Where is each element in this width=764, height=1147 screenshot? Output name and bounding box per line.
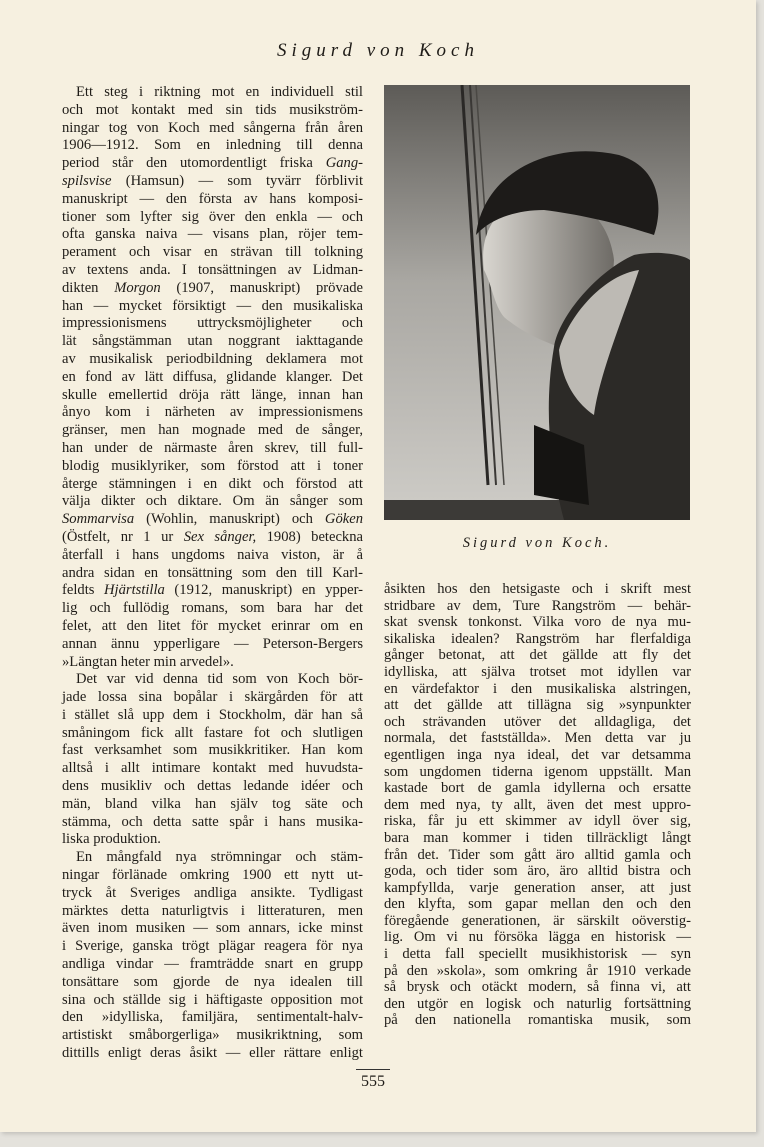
text-segment: dikten: [62, 279, 115, 296]
text-segment: tryck åt Sveriges andliga ansikte. Tydligast: [62, 884, 363, 901]
text-segment: 1908) beteckna: [256, 528, 363, 545]
text-line: [62, 1045, 363, 1063]
text-segment: goda, och tider som äro, äro alltid bistra och: [384, 863, 691, 880]
text-segment: andra sidan en tonsättning som den till Karl-: [62, 564, 363, 581]
text-line: [384, 996, 691, 1013]
text-line: [62, 155, 363, 173]
text-line: [62, 849, 363, 867]
italic-title: Morgon: [114, 279, 161, 296]
text-line: [62, 742, 363, 760]
text-line: [62, 654, 363, 672]
text-segment: (Wohlin, manuskript) och: [134, 511, 325, 528]
text-segment: riska, får ju ett skimmer av idyll över sig,: [384, 813, 691, 830]
text-line: [384, 581, 691, 598]
text-segment: en fond av lätt diffusa, glidande klanger. Det: [62, 368, 363, 385]
text-line: [62, 173, 363, 191]
text-segment: liska produktion.: [62, 831, 161, 848]
text-segment: i Sverige, ganska trögt plägar reagera för nya: [62, 938, 363, 955]
text-segment: (Hamsun) — som tyvärr förblivit: [111, 172, 363, 189]
text-segment: artistiskt småborgerliga» musikriktning, som: [62, 1027, 363, 1044]
text-segment: kastade bort de gamla idyllerna och ersatte: [384, 780, 691, 797]
text-segment: den klyfta, som gapar mellan den och den: [384, 896, 691, 913]
text-line: [62, 476, 363, 494]
text-segment: jade lossa sina bopålar i skärgården för att: [62, 689, 363, 706]
text-segment: märktes detta naturligtvis i litteraturen, men: [62, 902, 363, 919]
text-segment: stämma, och detta satte spår i hans musika-: [62, 813, 363, 830]
text-segment: bara man kommer i tiden tillräckligt långt: [384, 829, 691, 846]
text-segment: föregående generationen, är särskilt oöverstig-: [384, 912, 691, 929]
text-line: [62, 867, 363, 885]
text-segment: återge stämningen i en dikt och förstod att: [62, 475, 363, 492]
text-line: [384, 614, 691, 631]
text-line: [62, 582, 363, 600]
running-head: Sigurd von Koch: [276, 40, 479, 61]
page-number: 555: [361, 1073, 385, 1090]
text-segment: Det var vid denna tid som von Koch bör-: [76, 671, 363, 688]
text-segment: kampfyllda, varje generation anser, att just: [384, 879, 691, 896]
text-segment: män, bland vilka han själv tog säte och: [62, 795, 363, 812]
text-line: [62, 493, 363, 511]
text-line: [62, 885, 363, 903]
text-line: [62, 796, 363, 814]
text-line: [384, 598, 691, 615]
italic-title: Hjärtstilla: [104, 582, 165, 599]
text-line: [384, 929, 691, 946]
text-line: [62, 547, 363, 565]
text-line: [62, 689, 363, 707]
text-segment: (1912, manuskript) en ypper-: [164, 582, 363, 599]
text-line: [62, 458, 363, 476]
text-segment: period står den utomordentligt friska: [62, 155, 326, 172]
text-line: [62, 137, 363, 155]
text-line: [62, 191, 363, 209]
text-line: [384, 979, 691, 996]
text-line: [62, 565, 363, 583]
text-line: [384, 847, 691, 864]
text-segment: 1906—1912. Som en inledning till denna: [62, 137, 363, 154]
text-line: [62, 102, 363, 120]
text-segment: manuskript — den första av hans komposi-: [62, 190, 363, 207]
text-segment: stridbare av dem, Ture Rangström — behär-: [384, 597, 691, 614]
text-line: [62, 618, 363, 636]
text-line: [62, 760, 363, 778]
text-segment: (Östfelt, nr 1 ur: [62, 528, 184, 545]
text-segment: fast verksamhet som musikkritiker. Han kom: [62, 742, 363, 759]
text-line: [384, 747, 691, 764]
text-line: [62, 725, 363, 743]
text-segment: sikaliska idealen? Rangström har flerfaldiga: [384, 630, 691, 647]
text-segment: och mot kontakt med sin tids musikström-: [62, 101, 363, 118]
text-line: [62, 956, 363, 974]
text-segment: småningom fick allt fastare fot och slutligen: [62, 724, 363, 741]
text-segment: av musikalisk periodbildning deklamera mot: [62, 350, 363, 367]
text-segment: han — mycket försiktigt — den musikaliska: [62, 297, 363, 314]
text-segment: från det. Tider som gått äro alltid gamla och: [384, 846, 691, 863]
italic-title: Göken: [324, 511, 363, 528]
text-segment: gånger betonat, att det gällde att fly det: [384, 647, 691, 664]
text-line: [62, 938, 363, 956]
text-line: [62, 298, 363, 316]
text-line: [384, 913, 691, 930]
text-segment: den »idylliska, familjära, sentimentalt-halv-: [62, 1009, 363, 1026]
text-line: [384, 880, 691, 897]
text-line: [384, 681, 691, 698]
text-line: [62, 600, 363, 618]
text-segment: »Längtan heter min arvedel».: [62, 653, 234, 670]
text-line: [62, 440, 363, 458]
text-line: [384, 797, 691, 814]
text-line: [384, 730, 691, 747]
text-line: [384, 963, 691, 980]
text-segment: feldts: [62, 582, 105, 599]
text-segment: egentligen inga nya ideal, det var detsamma: [384, 746, 691, 763]
text-line: [384, 631, 691, 648]
text-line: [62, 974, 363, 992]
italic-title: Sommarvisa: [62, 511, 135, 528]
text-segment: dem med nya, ty allt, även det mest uppro-: [384, 796, 691, 813]
text-segment: perament och visar en strävan till tolkning: [62, 244, 363, 261]
text-segment: ningar förlänade omkring 1900 ett nytt ut-: [62, 867, 363, 884]
text-segment: ofta ganska naiva — visans plan, röjer tem-: [62, 226, 363, 243]
text-segment: så brysk och otäckt modern, så finna vi, att: [384, 979, 691, 996]
text-segment: han under de närmaste åren skrev, till full-: [62, 439, 363, 456]
text-segment: annan ännu ypperligare — Peterson-Bergers: [62, 635, 363, 652]
italic-title: Sex sånger,: [183, 528, 257, 545]
text-segment: normala, det fastställda». Men detta var ju: [384, 730, 691, 747]
text-line: [62, 333, 363, 351]
text-line: [384, 647, 691, 664]
text-segment: som ungdomen tiderna igenom uppställt. Man: [384, 763, 691, 780]
text-line: [62, 831, 363, 849]
text-segment: ånyo kom i närheten av impressionismens: [62, 404, 363, 421]
text-line: [384, 697, 691, 714]
text-line: [62, 315, 363, 333]
text-line: [384, 764, 691, 781]
text-segment: lät sångstämman utan noggrant iakttagande: [62, 333, 363, 350]
text-line: [62, 369, 363, 387]
text-line: [384, 946, 691, 963]
italic-title: Gang-: [325, 155, 363, 172]
text-segment: en värdefaktor i den musikaliska alstringen,: [384, 680, 691, 697]
text-line: [62, 814, 363, 832]
text-line: [62, 511, 363, 529]
text-line: [384, 780, 691, 797]
text-segment: på den »skola», som omkring år 1910 verkade: [384, 962, 691, 979]
text-line: [62, 778, 363, 796]
text-line: [62, 84, 363, 102]
text-segment: även inom musiken — som annars, icke minst: [62, 920, 363, 937]
text-line: [384, 1012, 691, 1029]
text-segment: välja dikter och diktare. Om än sånger som: [62, 493, 363, 510]
text-line: [62, 636, 363, 654]
text-segment: i detta fall speciellt musikhistorisk — syn: [384, 946, 691, 963]
text-line: [62, 920, 363, 938]
photo-caption: Sigurd von Koch.: [462, 535, 612, 551]
text-line: [62, 351, 363, 369]
text-segment: impressionismens uttrycksmöjligheter och: [62, 315, 363, 332]
text-segment: felet, att den litet för mycket erinrar om en: [62, 617, 363, 634]
text-segment: tonsättare som gjorde de nya idealen till: [62, 973, 363, 990]
text-line: [62, 404, 363, 422]
text-segment: i stället slå upp dem i Stockholm, där han så: [62, 706, 363, 723]
text-line: [384, 714, 691, 731]
text-line: [62, 671, 363, 689]
italic-title: spilsvise: [62, 172, 112, 189]
text-segment: lig och fullödig romans, som bara har det: [62, 600, 363, 617]
text-segment: ningar tog von Koch med sångerna från åren: [62, 119, 363, 136]
text-segment: skat svensk tonkonst. Vilka voro de nya mu-: [384, 614, 691, 631]
page-number-rule: [356, 1069, 390, 1070]
text-line: [62, 1027, 363, 1045]
text-segment: blodig musiklyriker, som förstod att i toner: [62, 457, 363, 474]
text-segment: tioner som lyfter sig över den enkla — och: [62, 208, 363, 225]
text-line: [384, 896, 691, 913]
text-line: [62, 707, 363, 725]
text-line: [62, 120, 363, 138]
text-line: [62, 244, 363, 262]
text-line: [62, 262, 363, 280]
text-segment: den utgör en logisk och naturlig fortsättning: [384, 995, 691, 1012]
text-segment: åsikten hos den hetsigaste och i skrift mest: [384, 581, 691, 597]
text-segment: skulle emellertid dröja rätt länge, innan han: [62, 386, 363, 403]
text-line: [62, 280, 363, 298]
left-text-column: [62, 84, 363, 1063]
text-segment: (1907, manuskript) prövade: [160, 279, 363, 296]
text-line: [62, 1009, 363, 1027]
text-segment: sina och ställde sig i häftigaste opposition mot: [62, 991, 363, 1008]
text-line: [384, 830, 691, 847]
text-segment: andliga vindar — framträdde snart en grupp: [62, 956, 363, 973]
text-segment: lig. Om vi nu försöka lägga en historisk —: [384, 929, 691, 946]
text-line: [62, 209, 363, 227]
text-line: [62, 903, 363, 921]
text-line: [62, 422, 363, 440]
text-segment: alltså i allt intimare kontakt med huvudsta-: [62, 760, 363, 777]
text-segment: En mångfald nya strömningar och stäm-: [76, 849, 363, 866]
text-line: [62, 226, 363, 244]
text-segment: Ett steg i riktning mot en individuell stil: [76, 84, 363, 100]
text-segment: återfall i hans ungdoms naiva viston, är å: [62, 546, 363, 563]
right-text-column: [384, 581, 691, 1029]
text-segment: dens musikliv och dettas ledande idéer och: [62, 778, 363, 795]
text-segment: gränser, men han mognade med de sånger,: [62, 422, 363, 439]
text-line: [384, 813, 691, 830]
text-segment: dittills enligt deras åsikt — eller rättare enligt: [62, 1045, 363, 1062]
text-segment: att det gällde att tillägna sig »synpunkter: [384, 697, 691, 714]
text-segment: och strävanden utöver det alldagliga, det: [384, 713, 691, 730]
text-line: [62, 387, 363, 405]
text-line: [384, 664, 691, 681]
text-segment: av textens anda. I tonsättningen av Lidman-: [62, 261, 363, 278]
portrait-photo: [384, 85, 690, 520]
text-segment: på den nationella romantiska musik, som: [384, 1012, 691, 1029]
text-line: [62, 529, 363, 547]
text-line: [384, 863, 691, 880]
text-segment: idylliska, att själva trotset mot idyllen var: [384, 663, 691, 680]
text-line: [62, 992, 363, 1010]
